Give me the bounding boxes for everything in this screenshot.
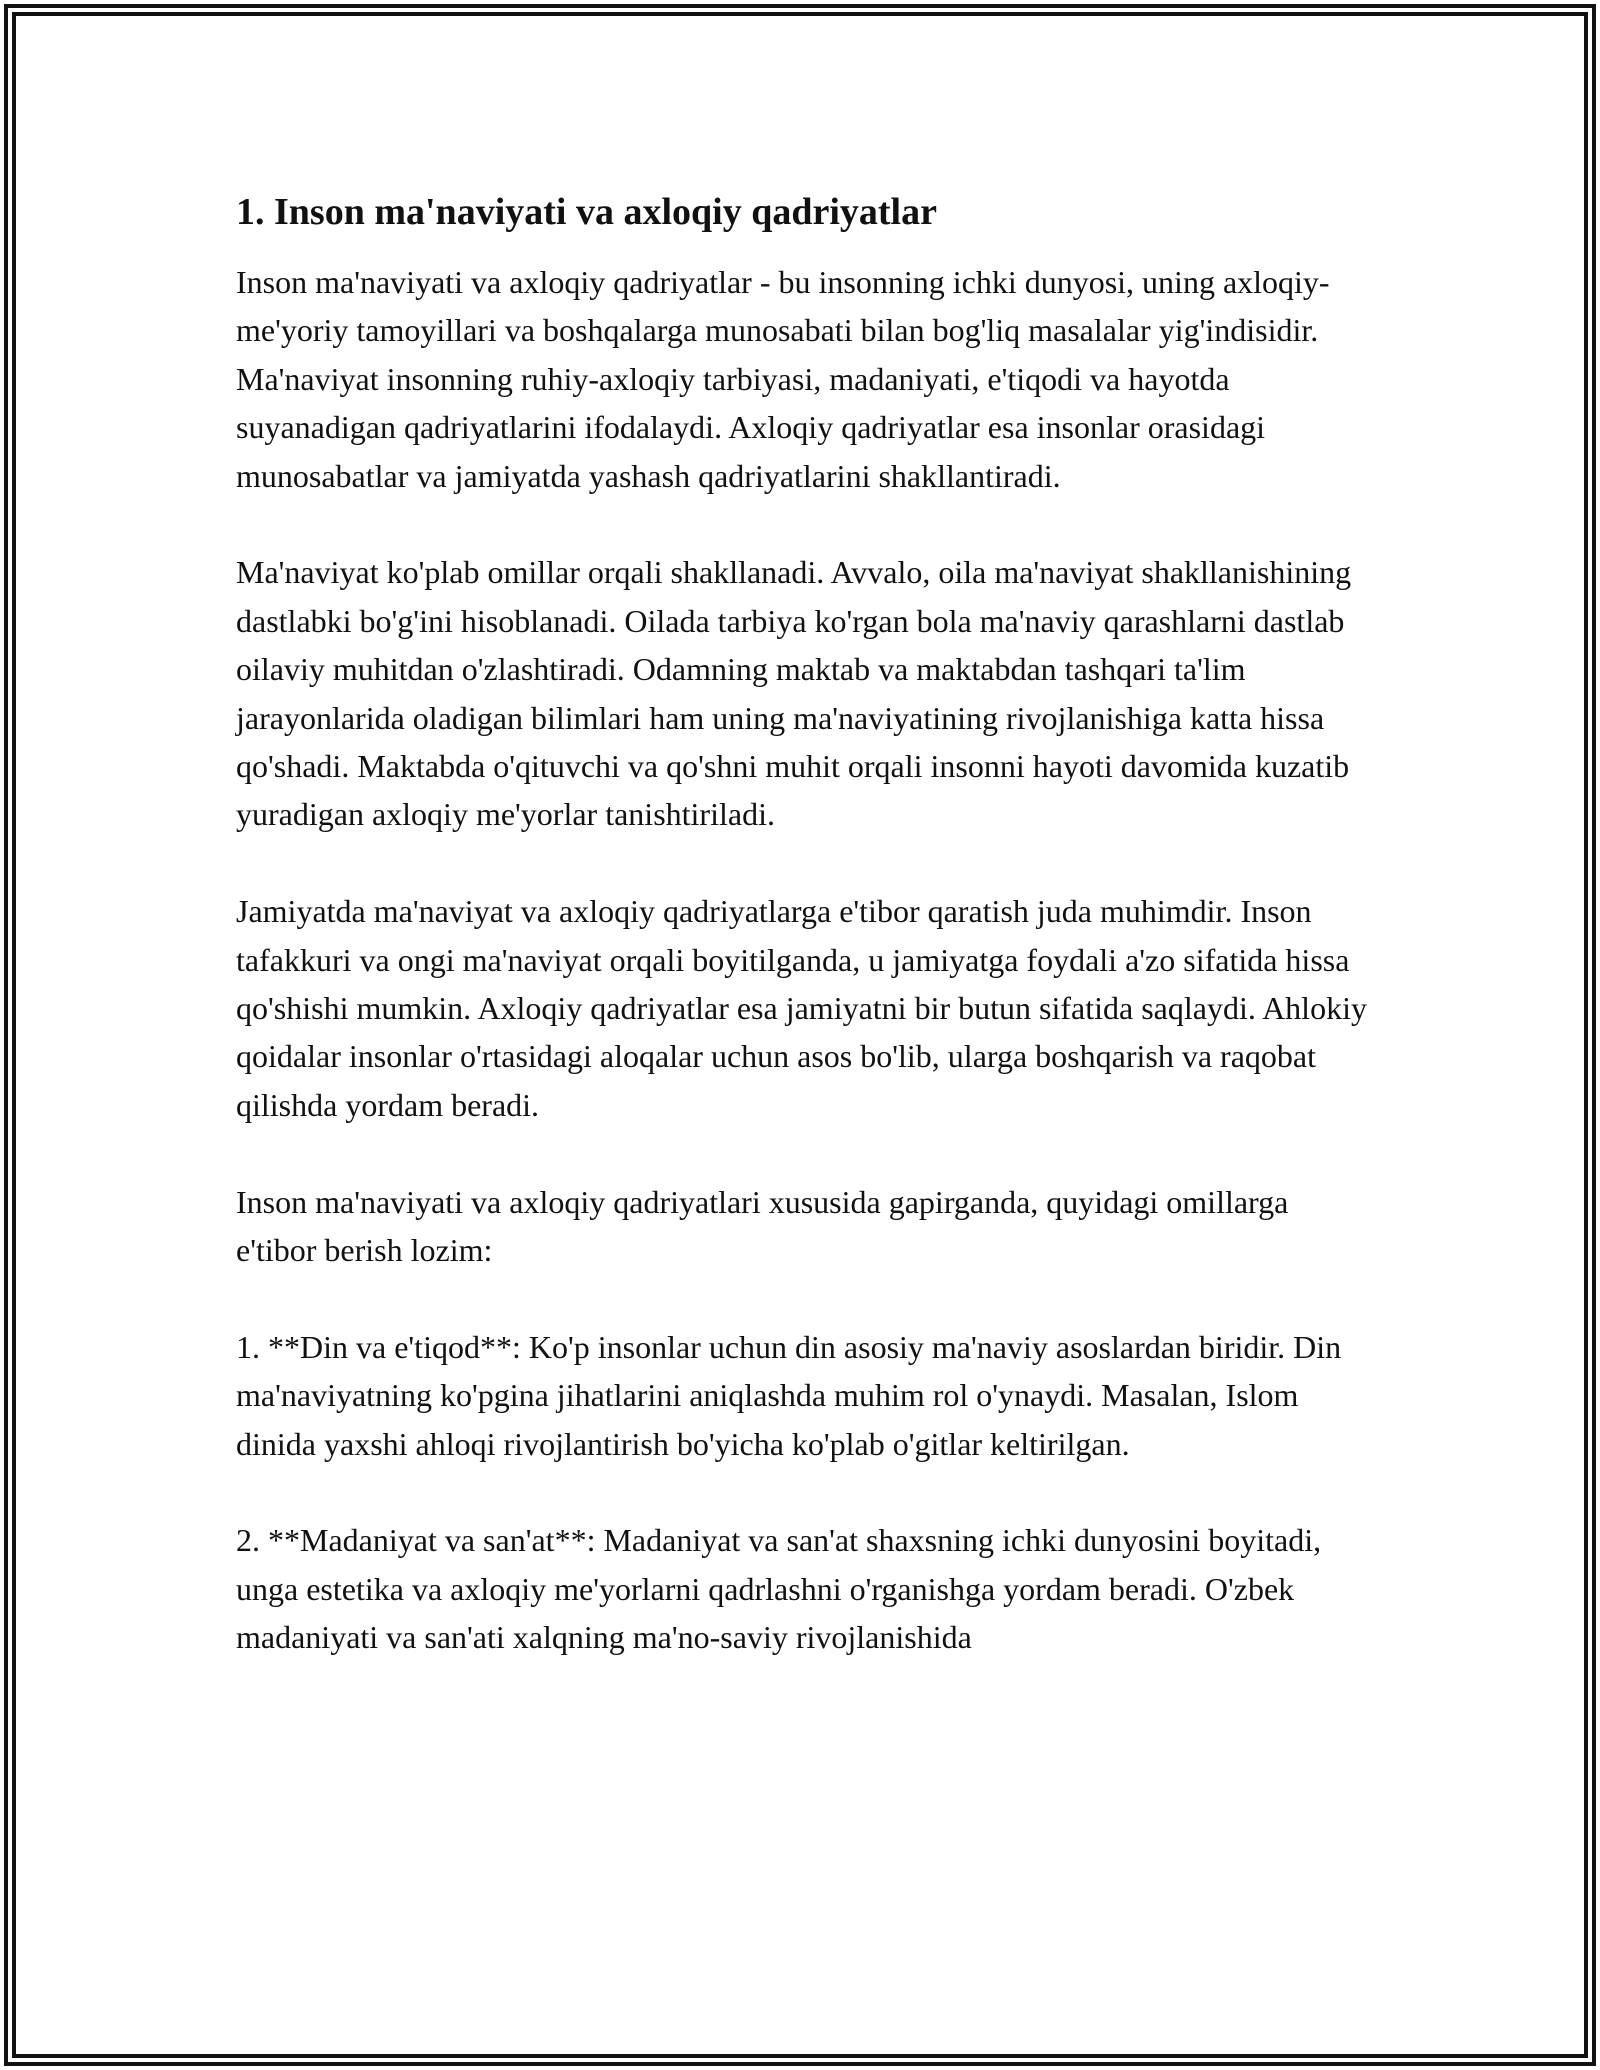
paragraph-intro: Inson ma'naviyati va axloqiy qadriyatlar - bu insonning ichki dunyosi, uning axloqiy-me'yoriy tamoyillari va boshqalarga munosabati bilan bog'liq masalalar yig'indisidir. Ma'naviyat insonning ruhiy-axloqiy tarbiyasi, madaniyati, e'tiqodi va hayotda suyanadigan qadriyatlarini ifodalaydi. Axloqiy qadriyatlar esa insonlar orasidagi munosabatlar va jamiyatda yashash qadriyatlarini shakllantiradi. bbox=[236, 264, 1330, 494]
document-body bbox=[236, 188, 1376, 1662]
list-item-religion: 1. **Din va e'tiqod**: Ko'p insonlar uchun din asosiy ma'naviy asoslardan biridir. Din ma'naviyatning ko'pgina jihatlarini aniqlashda muhim rol o'ynaydi. Masalan, Islom dinida yaxshi ahloqi rivojlantirish bo'yicha ko'plab o'gitlar keltirilgan. bbox=[236, 1328, 1342, 1462]
list-item-culture: 2. **Madaniyat va san'at**: Madaniyat va san'at shaxsning ichki dunyosini boyitadi, unga estetika va axloqiy me'yorlarni qadrlashni o'rganishga yordam beradi. O'zbek madaniyati va san'ati xalqning ma'no-saviy rivojlanishida bbox=[236, 1522, 1322, 1656]
document-title: 1. Inson ma'naviyati va axloqiy qadriyatlar bbox=[236, 191, 937, 233]
paragraph-formation: Ma'naviyat ko'plab omillar orqali shakllanadi. Avvalo, oila ma'naviyat shakllanishining dastlabki bo'g'ini hisoblanadi. Oilada tarbiya ko'rgan bola ma'naviy qarashlarni dastlab oilaviy muhitdan o'zlashtiradi. Odamning maktab va maktabdan tashqari ta'lim jarayonlarida oladigan bilimlari ham uning ma'naviyatining rivojlanishiga katta hissa qo'shadi. Maktabda o'qituvchi va qo'shni muhit orqali insonni hayoti davomida kuzatib yuradigan axloqiy me'yorlar tanishtiriladi. bbox=[236, 554, 1352, 833]
paragraph-society: Jamiyatda ma'naviyat va axloqiy qadriyatlarga e'tibor qaratish juda muhimdir. Inson tafakkuri va ongi ma'naviyat orqali boyitilganda, u jamiyatga foydali a'zo sifatida hissa qo'shishi mumkin. Axloqiy qadriyatlar esa jamiyatni bir butun sifatida saqlaydi. Ahlokiy qoidalar insonlar o'rtasidagi aloqalar uchun asos bo'lib, ularga boshqarish va raqobat qilishda yordam beradi. bbox=[236, 893, 1367, 1123]
paragraph-factors-intro: Inson ma'naviyati va axloqiy qadriyatlari xususida gapirganda, quyidagi omillarga e'tibor berish lozim: bbox=[236, 1183, 1289, 1269]
